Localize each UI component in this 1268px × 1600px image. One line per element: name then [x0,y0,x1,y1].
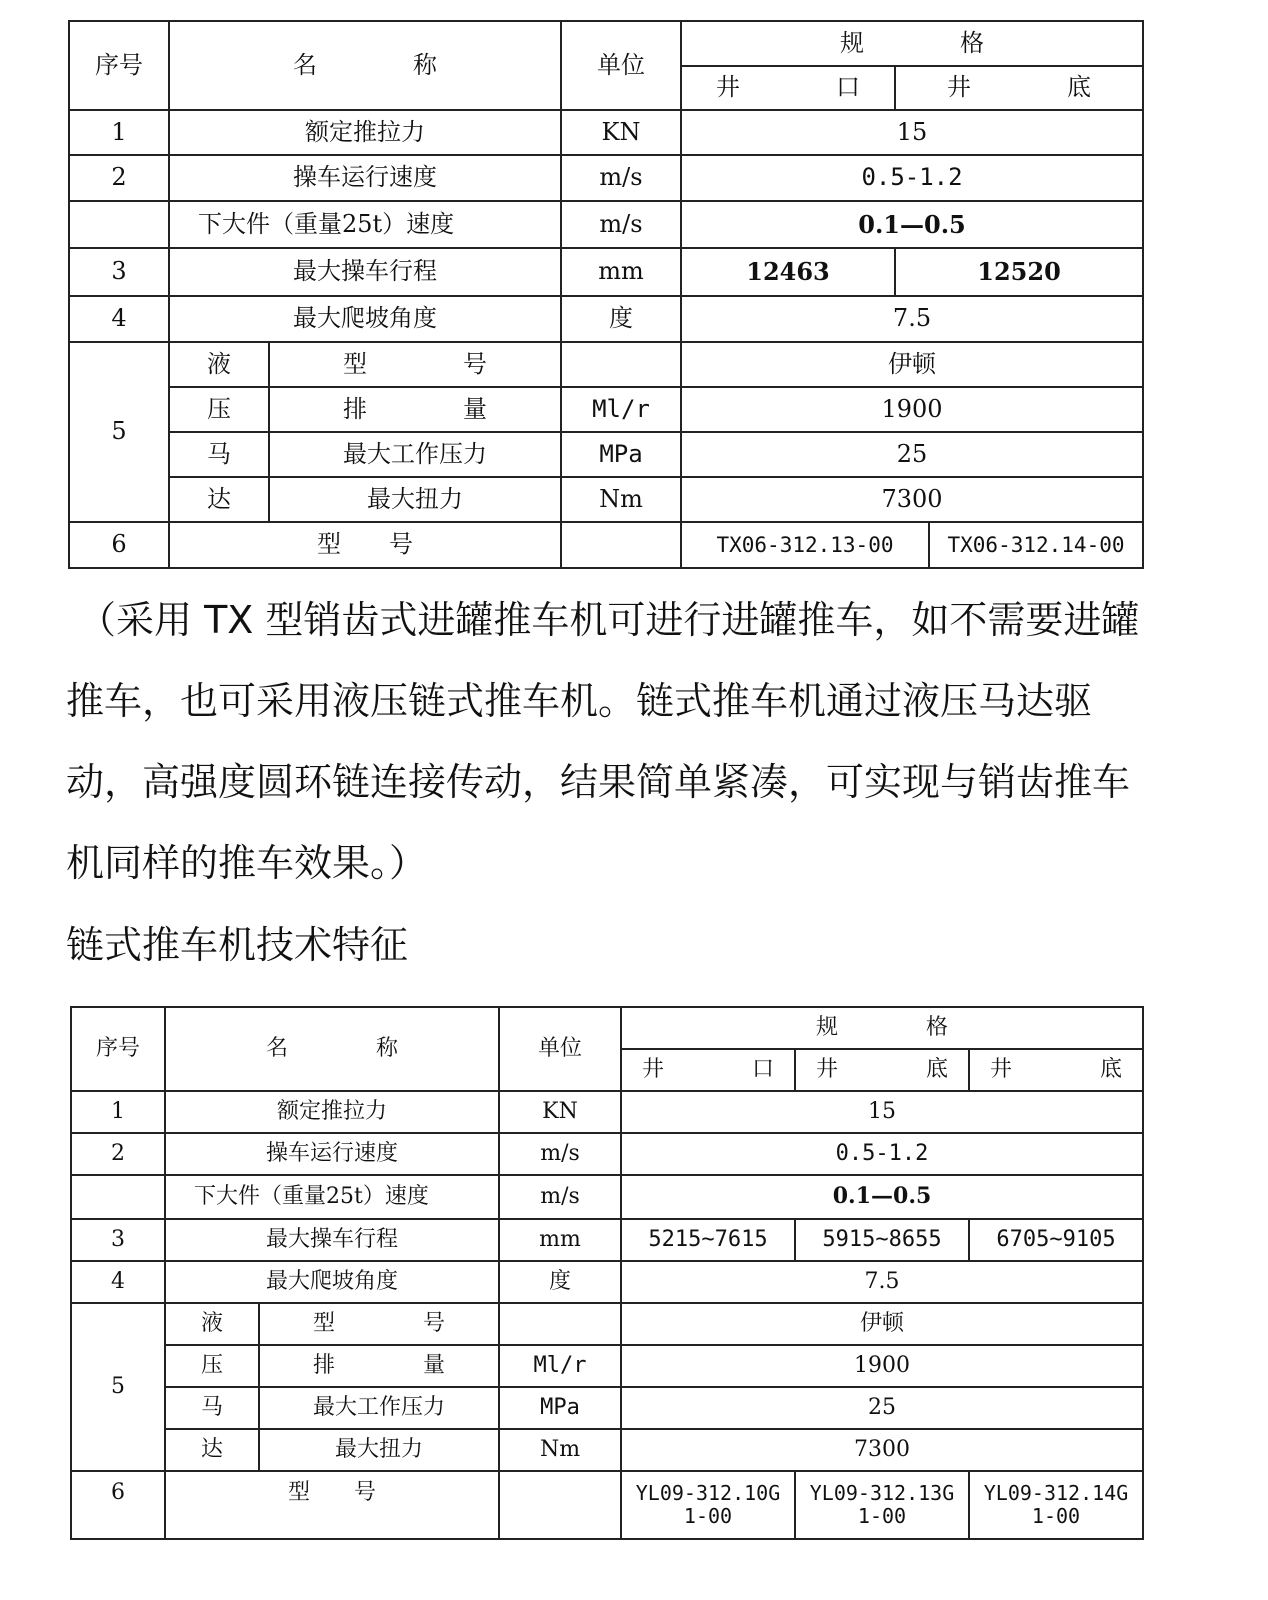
description-paragraph: （采用 TX 型销齿式进罐推车机可进行进罐推车，如不需要进罐推车，也可采用液压链式推车机。链式推车机通过液压马达驱动，高强度圆环链连接传动，结果简单紧凑，可实现与销齿推车机同样的推车效果。） [66,598,1140,885]
row-unit: Ml/r [561,387,681,432]
header-shaft-bottom: 井 底 [795,1049,969,1091]
model-number-shaft-bottom: TX06-312.14-00 [929,522,1143,568]
row-name: 最大工作压力 [259,1387,499,1429]
row-unit: MPa [561,432,681,477]
row-unit: Nm [561,477,681,522]
motor-label-char: 达 [165,1429,259,1471]
row-value-shaft-top: 5215~7615 [621,1219,795,1261]
row-unit: mm [561,248,681,296]
row-value: 15 [681,110,1143,155]
row-value: 0.1—0.5 [681,201,1143,248]
row-value: 25 [681,432,1143,477]
motor-label-char: 马 [165,1387,259,1429]
motor-label-char: 马 [169,432,269,477]
row-name: 操车运行速度 [165,1133,499,1175]
row-seq: 4 [71,1261,165,1303]
row-unit: KN [499,1091,621,1133]
row-seq [71,1175,165,1219]
row-unit: m/s [561,155,681,201]
row-name: 型 号 [259,1303,499,1345]
row-unit: 度 [499,1261,621,1303]
row-name: 最大操车行程 [165,1219,499,1261]
row-name: 排 量 [259,1345,499,1387]
header-seq: 序号 [69,21,169,110]
row-seq: 4 [69,296,169,342]
header-shaft-top: 井 口 [621,1049,795,1091]
row-name: 下大件（重量25t）速度 [165,1175,499,1219]
motor-label-char: 达 [169,477,269,522]
row-name: 额定推拉力 [165,1091,499,1133]
row-unit: KN [561,110,681,155]
row-unit: Nm [499,1429,621,1471]
row-value: 伊顿 [681,342,1143,387]
row-seq: 2 [71,1133,165,1175]
motor-seq: 5 [69,342,169,522]
header-shaft-bottom: 井 底 [895,66,1143,110]
header-unit: 单位 [499,1007,621,1091]
row-value: 0.5-1.2 [681,155,1143,201]
model-unit [561,522,681,568]
row-name: 额定推拉力 [169,110,561,155]
row-value: 25 [621,1387,1143,1429]
row-value: 0.1—0.5 [621,1175,1143,1219]
model-unit [499,1471,621,1539]
row-seq: 3 [71,1219,165,1261]
motor-label-char: 压 [169,387,269,432]
motor-label-char: 液 [165,1303,259,1345]
row-unit: MPa [499,1387,621,1429]
model-seq: 6 [71,1471,165,1539]
row-seq: 2 [69,155,169,201]
model-number-shaft-top: TX06-312.13-00 [681,522,929,568]
row-value-shaft-bottom-2: 6705~9105 [969,1219,1143,1261]
row-name: 最大爬坡角度 [169,296,561,342]
row-name: 最大扭力 [259,1429,499,1471]
header-name: 名 称 [165,1007,499,1091]
row-seq: 1 [69,110,169,155]
row-seq [69,201,169,248]
row-value-shaft-bottom: 12520 [895,248,1143,296]
row-value: 伊顿 [621,1303,1143,1345]
header-shaft-bottom-2: 井 底 [969,1049,1143,1091]
row-value-shaft-top: 12463 [681,248,895,296]
row-value: 7.5 [681,296,1143,342]
header-name: 名 称 [169,21,561,110]
row-value-shaft-bottom: 5915~8655 [795,1219,969,1261]
header-seq: 序号 [71,1007,165,1091]
row-name: 排 量 [269,387,561,432]
row-unit: m/s [499,1175,621,1219]
row-unit: mm [499,1219,621,1261]
header-spec: 规 格 [681,21,1143,66]
row-seq: 3 [69,248,169,296]
motor-label-char: 液 [169,342,269,387]
row-value: 15 [621,1091,1143,1133]
row-name: 下大件（重量25t）速度 [169,201,561,248]
model-number-shaft-bottom-2: YL09-312.14G1-00 [969,1471,1143,1539]
header-spec: 规 格 [621,1007,1143,1049]
row-name: 最大扭力 [269,477,561,522]
row-value: 1900 [681,387,1143,432]
row-name: 最大操车行程 [169,248,561,296]
row-value: 7.5 [621,1261,1143,1303]
model-name: 型 号 [165,1471,499,1539]
model-number-shaft-top: YL09-312.10G1-00 [621,1471,795,1539]
row-name: 型 号 [269,342,561,387]
header-unit: 单位 [561,21,681,110]
model-seq: 6 [69,522,169,568]
row-unit [561,342,681,387]
row-seq: 1 [71,1091,165,1133]
row-unit: 度 [561,296,681,342]
motor-label-char: 压 [165,1345,259,1387]
header-shaft-top: 井 口 [681,66,895,110]
row-unit: m/s [499,1133,621,1175]
section-heading: 链式推车机技术特征 [66,923,409,967]
row-name: 操车运行速度 [169,155,561,201]
row-value: 7300 [621,1429,1143,1471]
model-number-shaft-bottom: YL09-312.13G1-00 [795,1471,969,1539]
row-value: 1900 [621,1345,1143,1387]
row-value: 0.5-1.2 [621,1133,1143,1175]
row-unit: m/s [561,201,681,248]
row-unit [499,1303,621,1345]
row-name: 最大爬坡角度 [165,1261,499,1303]
motor-seq: 5 [71,1303,165,1471]
row-name: 最大工作压力 [269,432,561,477]
row-value: 7300 [681,477,1143,522]
push-machine-spec-table [68,20,1144,569]
model-name: 型 号 [169,522,561,568]
chain-push-machine-spec-table [70,1006,1144,1540]
row-unit: Ml/r [499,1345,621,1387]
